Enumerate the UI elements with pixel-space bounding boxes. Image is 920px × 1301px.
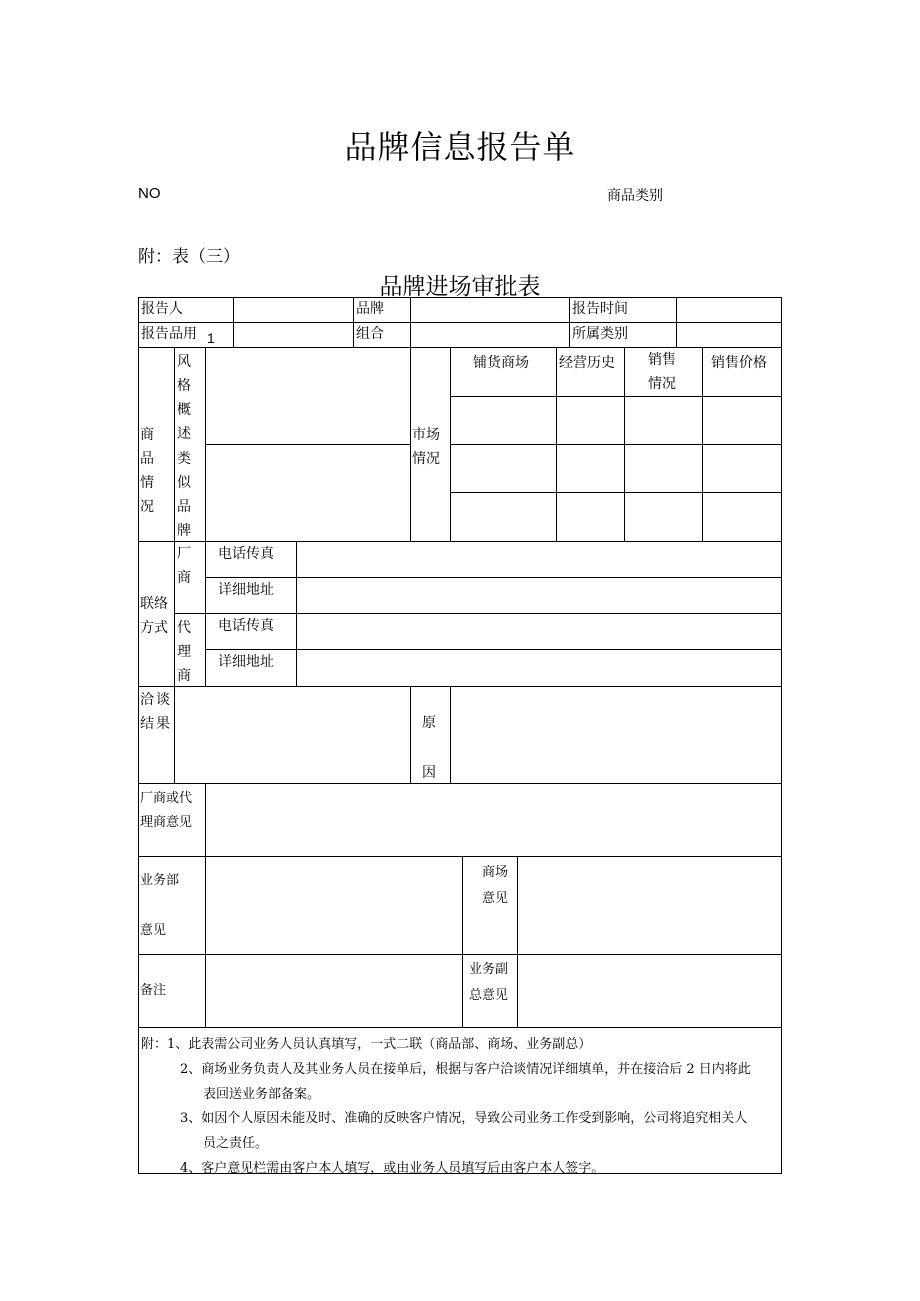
mall-opinion-label: 商场意见 bbox=[482, 865, 509, 906]
number-label: NO bbox=[138, 185, 161, 202]
col-sales: 销售情况 bbox=[648, 352, 676, 392]
reporter-label: 报告人 bbox=[141, 301, 183, 317]
report-item-label: 报告品用 bbox=[141, 326, 197, 342]
manufacturer-label: 厂商 bbox=[177, 546, 191, 586]
note-2a: 2、商场业务负责人及其业务人员在接单后，根据与客户洽谈情况详细填单，并在接洽后 2 日内将此 bbox=[180, 1062, 751, 1077]
col-price: 销售价格 bbox=[711, 355, 767, 371]
manufacturer-phone-label: 电话传真 bbox=[218, 546, 274, 562]
similar-brands-label: 类似品牌 bbox=[177, 451, 191, 539]
agent-address-label: 详细地址 bbox=[218, 654, 274, 670]
report-time-label: 报告时间 bbox=[572, 301, 628, 317]
market-situation-label: 市场情况 bbox=[412, 427, 440, 467]
category-label: 商品类别 bbox=[607, 188, 663, 204]
manufacturer-address-label: 详细地址 bbox=[218, 582, 274, 598]
agent-label: 代理商 bbox=[177, 620, 191, 684]
col-stores: 铺货商场 bbox=[473, 355, 529, 371]
note-2b: 表回送业务部备案。 bbox=[203, 1087, 321, 1102]
note-1: 附：1、此表需公司业务人员认真填写，一式二联（商品部、商场、业务副总） bbox=[141, 1037, 592, 1052]
business-dept-opinion-label: 业务部意见 bbox=[140, 873, 180, 938]
brand-label: 品牌 bbox=[356, 301, 384, 317]
form-title: 品牌进场审批表 bbox=[379, 274, 541, 300]
note-3a: 3、如因个人原因未能及时、准确的反映客户情况，导致公司业务工作受到影响，公司将追究相关人 bbox=[180, 1111, 748, 1126]
report-item-value: 1 bbox=[207, 330, 215, 346]
agent-phone-label: 电话传真 bbox=[218, 618, 274, 634]
contact-method-label: 联络方式 bbox=[140, 596, 168, 636]
vendor-opinion-label: 厂商或代理商意见 bbox=[140, 791, 193, 830]
reason-label: 原因 bbox=[422, 715, 436, 781]
page-title: 品牌信息报告单 bbox=[344, 128, 576, 166]
belong-category-label: 所属类别 bbox=[572, 326, 628, 342]
style-overview-label: 风格概述 bbox=[177, 354, 191, 442]
col-history: 经营历史 bbox=[559, 355, 615, 371]
remarks-label: 备注 bbox=[140, 983, 167, 998]
note-3b: 员之责任。 bbox=[203, 1136, 269, 1151]
note-4: 4、客户意见栏需由客户本人填写，或由业务人员填写后由客户本人签字。 bbox=[180, 1161, 605, 1176]
vp-opinion-label: 业务副总意见 bbox=[469, 962, 509, 1003]
negotiation-result-label: 洽谈结果 bbox=[140, 692, 172, 732]
product-situation-label: 商品情况 bbox=[140, 427, 158, 515]
attachment-label: 附：表（三） bbox=[138, 247, 240, 267]
combination-label: 组合 bbox=[356, 326, 384, 342]
